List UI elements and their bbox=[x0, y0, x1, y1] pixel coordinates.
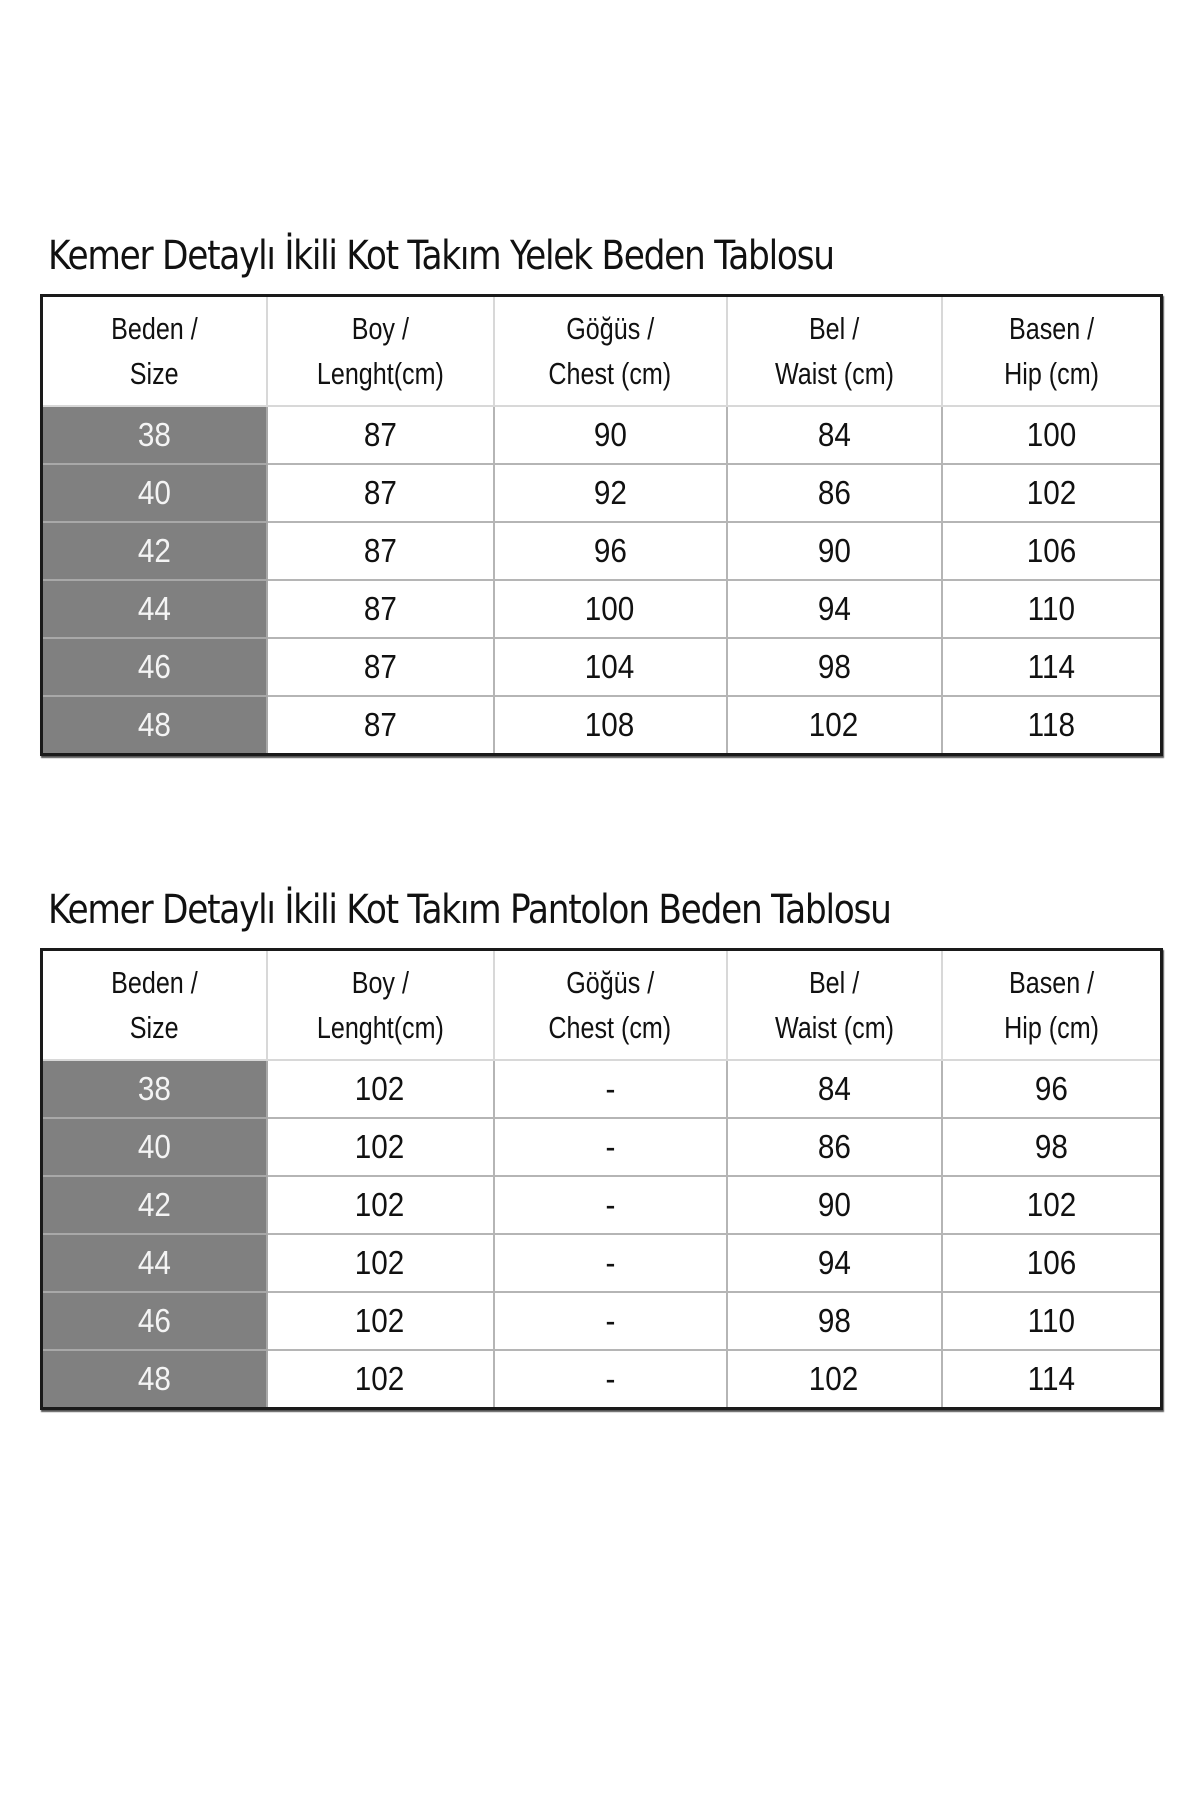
table-row bbox=[42, 1234, 1162, 1292]
chest-cell: - bbox=[494, 1234, 727, 1292]
size-cell: 40 bbox=[42, 464, 267, 522]
table-row bbox=[42, 1292, 1162, 1350]
header-hip: Basen / Hip (cm) bbox=[942, 950, 1162, 1061]
vest-size-table bbox=[40, 294, 1163, 756]
header-chest: Göğüs / Chest (cm) bbox=[494, 950, 727, 1061]
length-cell: 87 bbox=[267, 522, 494, 580]
table-row bbox=[42, 464, 1162, 522]
table-row bbox=[42, 1176, 1162, 1234]
trousers-size-chart bbox=[40, 886, 1160, 1410]
chest-cell: 96 bbox=[494, 522, 727, 580]
waist-cell: 84 bbox=[727, 1060, 942, 1118]
table-header-row bbox=[42, 950, 1162, 1061]
waist-cell: 102 bbox=[727, 696, 942, 755]
size-cell: 48 bbox=[42, 1350, 267, 1409]
waist-cell: 90 bbox=[727, 1176, 942, 1234]
length-cell: 102 bbox=[267, 1118, 494, 1176]
length-cell: 102 bbox=[267, 1234, 494, 1292]
chest-cell: - bbox=[494, 1176, 727, 1234]
header-chest: Göğüs / Chest (cm) bbox=[494, 296, 727, 407]
size-cell: 40 bbox=[42, 1118, 267, 1176]
size-cell: 48 bbox=[42, 696, 267, 755]
header-waist: Bel / Waist (cm) bbox=[727, 296, 942, 407]
length-cell: 102 bbox=[267, 1350, 494, 1409]
header-waist: Bel / Waist (cm) bbox=[727, 950, 942, 1061]
table-row bbox=[42, 1350, 1162, 1409]
waist-cell: 86 bbox=[727, 1118, 942, 1176]
waist-cell: 98 bbox=[727, 1292, 942, 1350]
table-header-row bbox=[42, 296, 1162, 407]
chest-cell: 90 bbox=[494, 406, 727, 464]
waist-cell: 102 bbox=[727, 1350, 942, 1409]
chest-cell: 104 bbox=[494, 638, 727, 696]
chest-cell: - bbox=[494, 1292, 727, 1350]
waist-cell: 84 bbox=[727, 406, 942, 464]
size-cell: 44 bbox=[42, 1234, 267, 1292]
trousers-size-chart-title: Kemer Detaylı İkili Kot Takım Pantolon Beden Tablosu bbox=[48, 887, 891, 933]
chest-cell: - bbox=[494, 1118, 727, 1176]
hip-cell: 102 bbox=[942, 1176, 1162, 1234]
header-size: Beden / Size bbox=[42, 950, 267, 1061]
hip-cell: 110 bbox=[942, 1292, 1162, 1350]
chest-cell: 108 bbox=[494, 696, 727, 755]
vest-size-chart bbox=[40, 232, 1160, 756]
waist-cell: 94 bbox=[727, 580, 942, 638]
waist-cell: 86 bbox=[727, 464, 942, 522]
size-cell: 38 bbox=[42, 1060, 267, 1118]
size-cell: 44 bbox=[42, 580, 267, 638]
size-cell: 42 bbox=[42, 522, 267, 580]
table-row bbox=[42, 580, 1162, 638]
header-length: Boy / Lenght(cm) bbox=[267, 950, 494, 1061]
length-cell: 87 bbox=[267, 696, 494, 755]
hip-cell: 118 bbox=[942, 696, 1162, 755]
hip-cell: 106 bbox=[942, 1234, 1162, 1292]
hip-cell: 100 bbox=[942, 406, 1162, 464]
hip-cell: 110 bbox=[942, 580, 1162, 638]
length-cell: 87 bbox=[267, 580, 494, 638]
table-row bbox=[42, 1060, 1162, 1118]
vest-size-chart-title: Kemer Detaylı İkili Kot Takım Yelek Beden Tablosu bbox=[48, 233, 834, 279]
waist-cell: 90 bbox=[727, 522, 942, 580]
hip-cell: 114 bbox=[942, 638, 1162, 696]
length-cell: 87 bbox=[267, 464, 494, 522]
chest-cell: 92 bbox=[494, 464, 727, 522]
header-hip: Basen / Hip (cm) bbox=[942, 296, 1162, 407]
hip-cell: 96 bbox=[942, 1060, 1162, 1118]
trousers-size-table bbox=[40, 948, 1163, 1410]
length-cell: 87 bbox=[267, 638, 494, 696]
table-row bbox=[42, 1118, 1162, 1176]
hip-cell: 98 bbox=[942, 1118, 1162, 1176]
hip-cell: 106 bbox=[942, 522, 1162, 580]
size-cell: 46 bbox=[42, 638, 267, 696]
size-cell: 38 bbox=[42, 406, 267, 464]
chest-cell: - bbox=[494, 1060, 727, 1118]
hip-cell: 114 bbox=[942, 1350, 1162, 1409]
waist-cell: 98 bbox=[727, 638, 942, 696]
size-cell: 46 bbox=[42, 1292, 267, 1350]
table-row bbox=[42, 406, 1162, 464]
chest-cell: - bbox=[494, 1350, 727, 1409]
hip-cell: 102 bbox=[942, 464, 1162, 522]
table-row bbox=[42, 522, 1162, 580]
header-length: Boy / Lenght(cm) bbox=[267, 296, 494, 407]
chest-cell: 100 bbox=[494, 580, 727, 638]
length-cell: 87 bbox=[267, 406, 494, 464]
length-cell: 102 bbox=[267, 1176, 494, 1234]
length-cell: 102 bbox=[267, 1292, 494, 1350]
length-cell: 102 bbox=[267, 1060, 494, 1118]
size-cell: 42 bbox=[42, 1176, 267, 1234]
header-size: Beden / Size bbox=[42, 296, 267, 407]
table-row bbox=[42, 638, 1162, 696]
waist-cell: 94 bbox=[727, 1234, 942, 1292]
table-row bbox=[42, 696, 1162, 755]
